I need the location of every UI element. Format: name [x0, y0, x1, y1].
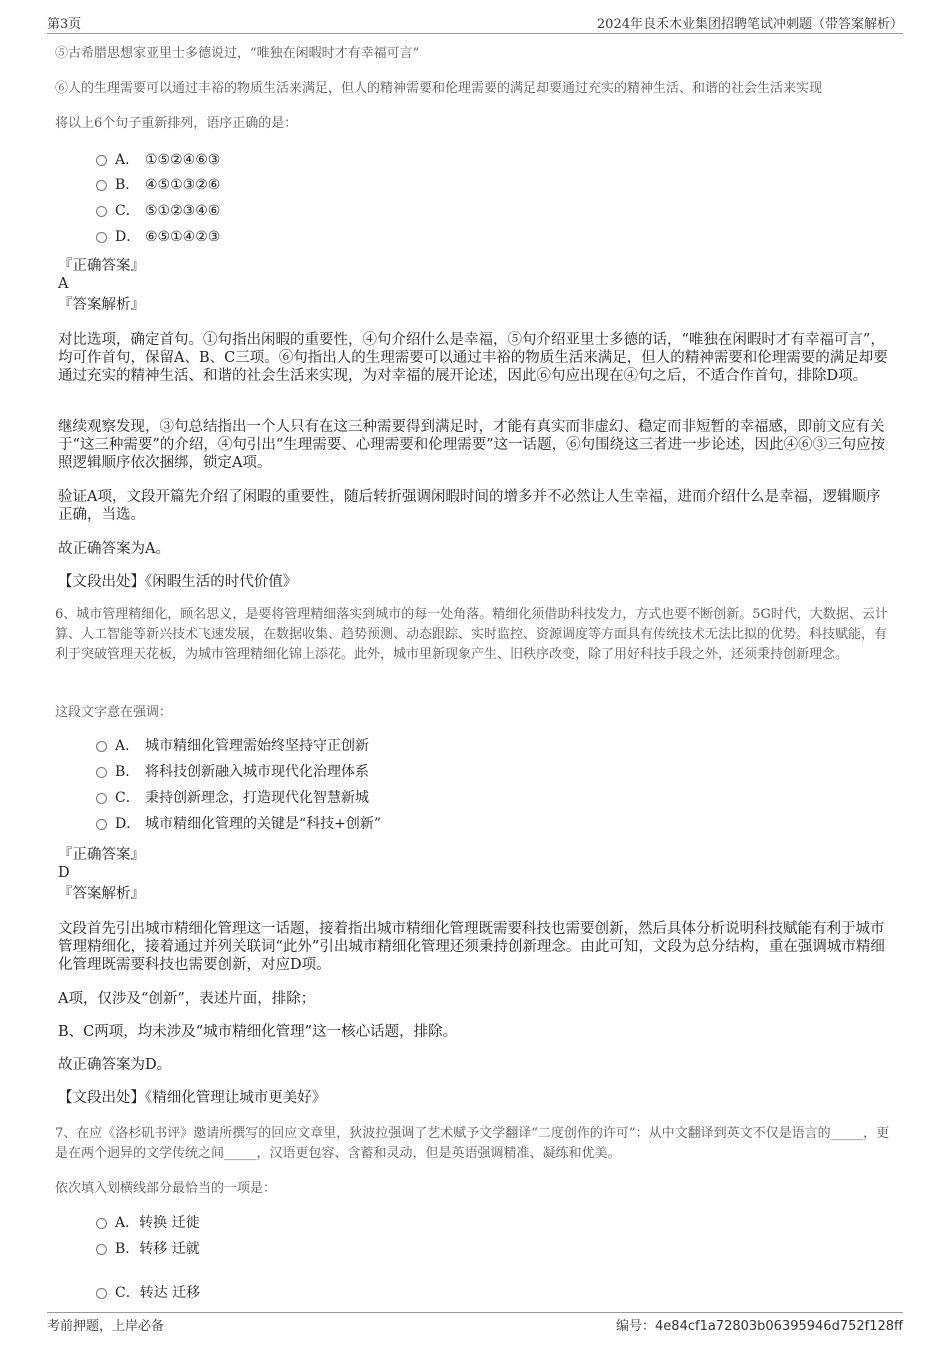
radio-icon[interactable]: [96, 741, 107, 752]
radio-icon[interactable]: [96, 180, 107, 191]
q6-option-b[interactable]: B． 将科技创新融入城市现代化治理体系: [96, 762, 369, 782]
q7-option-b[interactable]: B．转移 迁就: [96, 1239, 200, 1259]
q6-option-d[interactable]: D． 城市精细化管理的关键是“科技+创新”: [96, 814, 381, 834]
q5-analysis-label: 『答案解析』: [58, 297, 145, 313]
radio-icon[interactable]: [96, 1288, 107, 1299]
q7-option-c[interactable]: C．转达 迁移: [96, 1283, 200, 1303]
radio-icon[interactable]: [96, 206, 107, 217]
q5-answer-label: 『正确答案』: [58, 258, 145, 274]
q6-prompt: 这段文字意在强调：: [55, 705, 173, 720]
q5-option-d[interactable]: D． ⑥⑤①④②③: [96, 227, 220, 247]
q6-analysis-p2: A项，仅涉及“创新”，表述片面，排除；: [58, 991, 316, 1007]
q7-option-a[interactable]: A．转换 迁徙: [96, 1213, 200, 1233]
q7-stem: 7、在应《洛杉矶书评》邀请所撰写的回应文章里，狄波拉强调了艺术赋予文学翻译“二度创作的许可”：从中文翻译到英文不仅是语言的_____，更是在两个迥异的文学传统之间_____，汉语更包容、含蓄和灵动，但是英语强调精准、凝练和优美。: [55, 1126, 890, 1161]
q5-answer: A: [58, 276, 69, 292]
q7-prompt: 依次填入划横线部分最恰当的一项是：: [55, 1181, 277, 1196]
q5-option-b[interactable]: B． ④⑤①③②⑥: [96, 175, 220, 195]
radio-icon[interactable]: [96, 232, 107, 243]
q6-analysis-p4: 故正确答案为D。: [58, 1057, 172, 1073]
q6-stem: 6、城市管理精细化，顾名思义，是要将管理精细落实到城市的每一处角落。精细化须借助科技发力，方式也要不断创新。5G时代，大数据、云计算、人工智能等新兴技术飞速发展，在数据收集、趋势预测、动态跟踪、实时监控、资源调度等方面具有传统技术无法比拟的优势。科技赋能，有利于突破管理天花板，为城市管理精细化锦上添花。此外，城市里新现象产生、旧秩序改变，除了用好科技手段之外，还须秉持创新理念。: [55, 607, 888, 662]
q5-sentence-6: ⑥人的生理需要可以通过丰裕的物质生活来满足，但人的精神需要和伦理需要的满足却要通过充实的精神生活、和谐的社会生活来实现: [55, 81, 823, 96]
q6-option-a[interactable]: A． 城市精细化管理需始终坚持守正创新: [96, 736, 369, 756]
q6-analysis-p3: B、C两项，均未涉及“城市精细化管理”这一核心话题，排除。: [58, 1024, 458, 1040]
page-footer: [47, 1312, 903, 1335]
q5-analysis-p4: 故正确答案为A。: [58, 541, 170, 557]
q5-analysis-p2: 继续观察发现，③句总结指出一个人只有在这三种需要得到满足时，才能有真实而非虚幻、稳定而非短暂的幸福感，即前文应有关于“这三种需要”的介绍，④句引出“生理需要、心理需要和伦理需要”这一话题，⑥句围绕这三者进一步论述，因此④⑥③三句应按照逻辑顺序依次捆绑，锁定A项。: [58, 419, 886, 471]
radio-icon[interactable]: [96, 793, 107, 804]
q5-source: 【文段出处】《闲暇生活的时代价值》: [58, 574, 298, 590]
q6-analysis-p1: 文段首先引出城市精细化管理这一话题，接着指出城市精细化管理既需要科技也需要创新，然后具体分析说明科技赋能有利于城市管理精细化，接着通过并列关联词“此外”引出城市精细化管理还须秉持创新理念。由此可知，文段为总分结构，重在强调城市精细化管理既需要科技也需要创新，对应D项。: [58, 921, 885, 973]
q6-answer: D: [58, 865, 70, 881]
q5-prompt: 将以上6个句子重新排列，语序正确的是：: [55, 116, 298, 131]
q5-option-a[interactable]: A． ①⑤②④⑥③: [96, 150, 220, 170]
radio-icon[interactable]: [96, 819, 107, 830]
q6-source: 【文段出处】《精细化管理让城市更美好》: [58, 1090, 327, 1106]
page-number: 第3页: [47, 17, 82, 32]
radio-icon[interactable]: [96, 1244, 107, 1255]
q5-analysis-p3: 验证A项，文段开篇先介绍了闲暇的重要性，随后转折强调闲暇时间的增多并不必然让人生幸福，进而介绍什么是幸福，逻辑顺序正确，当选。: [58, 489, 881, 523]
q5-option-c[interactable]: C． ⑤①②③④⑥: [96, 201, 220, 221]
document-code: 编号：4e84cf1a72803b06395946d752f128ff: [616, 1319, 903, 1334]
q6-option-c[interactable]: C． 秉持创新理念，打造现代化智慧新城: [96, 788, 369, 808]
footer-slogan: 考前押题，上岸必备: [47, 1319, 165, 1334]
radio-icon[interactable]: [96, 767, 107, 778]
q5-sentence-5: ⑤古希腊思想家亚里士多德说过，“唯独在闲暇时才有幸福可言”: [55, 46, 420, 61]
page-header: [47, 13, 903, 34]
q5-analysis-p1: 对比选项，确定首句。①句指出闲暇的重要性，④句介绍什么是幸福，⑤句介绍亚里士多德的话，“唯独在闲暇时才有幸福可言”，均可作首句，保留A、B、C三项。⑥句指出人的生理需要可以通过丰裕的物质生活来满足，但人的精神需要和伦理需要的满足却要通过充实的精神生活、和谐的社会生活来实现，为对幸福的展开论述，因此⑥句应出现在④句之后，不适合作首句，排除D项。: [58, 332, 888, 384]
radio-icon[interactable]: [96, 1218, 107, 1229]
q6-answer-label: 『正确答案』: [58, 847, 145, 863]
document-title: 2024年良禾木业集团招聘笔试冲刺题（带答案解析）: [596, 17, 903, 32]
radio-icon[interactable]: [96, 155, 107, 166]
q6-analysis-label: 『答案解析』: [58, 886, 145, 902]
